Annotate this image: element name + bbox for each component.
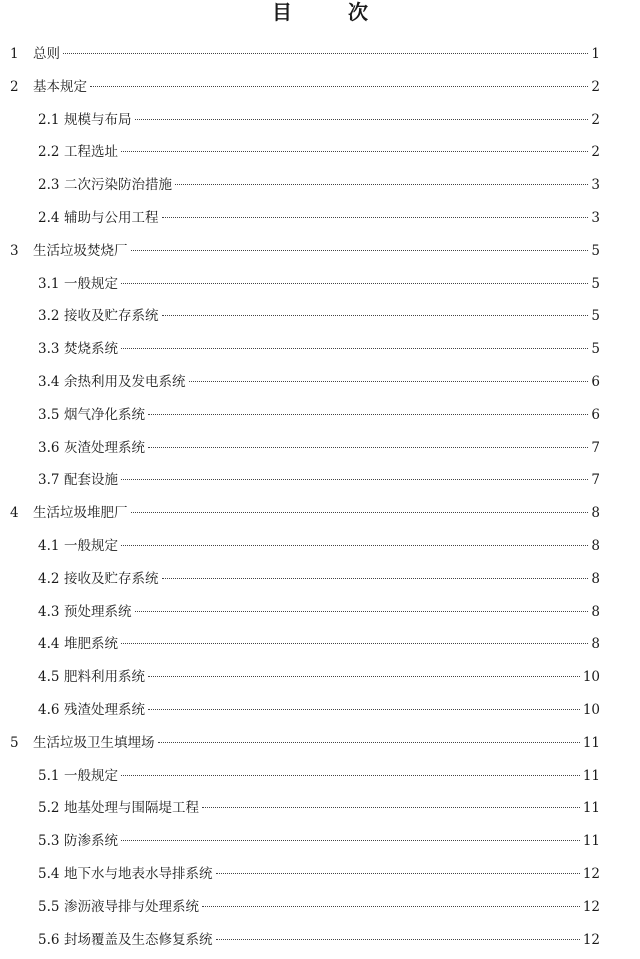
toc-entry-page-number: 3 xyxy=(591,209,600,226)
toc-dot-leader xyxy=(90,86,588,87)
toc-dot-leader xyxy=(135,611,589,612)
toc-entry-3-2[interactable] xyxy=(0,300,640,333)
toc-entry-number: 4.3 xyxy=(38,603,60,620)
toc-entry-number: 5.3 xyxy=(38,833,60,850)
toc-entry-label: 规模与布局 xyxy=(64,111,132,128)
toc-entry-5-5[interactable] xyxy=(0,891,640,924)
toc-dot-leader xyxy=(121,348,588,349)
toc-dot-leader xyxy=(202,807,580,808)
toc-entry-page-number: 12 xyxy=(582,898,600,915)
toc-entry-2-3[interactable] xyxy=(0,169,640,202)
toc-entry-page-number: 12 xyxy=(582,865,600,882)
toc-entry-page-number: 5 xyxy=(591,341,600,358)
toc-entry-label: 生活垃圾堆肥厂 xyxy=(33,505,128,522)
toc-entry-label: 焚烧系统 xyxy=(64,341,118,358)
toc-entry-number: 3.4 xyxy=(38,373,60,390)
toc-entry-2-4[interactable] xyxy=(0,202,640,235)
toc-entry-label: 基本规定 xyxy=(33,78,87,95)
toc-entry-4-2[interactable] xyxy=(0,563,640,596)
toc-dot-leader xyxy=(202,906,580,907)
toc-entry-page-number: 2 xyxy=(591,78,600,95)
toc-entry-number: 5.4 xyxy=(38,865,60,882)
toc-entry-number: 4.5 xyxy=(38,669,60,686)
toc-entry-label: 残渣处理系统 xyxy=(64,701,145,718)
toc-entry-page-number: 6 xyxy=(591,373,600,390)
toc-dot-leader xyxy=(216,939,580,940)
toc-entry-label: 一般规定 xyxy=(64,537,118,554)
toc-entry-page-number: 6 xyxy=(591,406,600,423)
toc-list xyxy=(0,38,640,956)
toc-dot-leader xyxy=(131,250,589,251)
toc-entry-label: 烟气净化系统 xyxy=(64,406,145,423)
toc-entry-page-number: 2 xyxy=(591,111,600,128)
toc-entry-number: 3 xyxy=(10,242,19,259)
toc-entry-page-number: 10 xyxy=(582,669,600,686)
toc-entry-label: 接收及贮存系统 xyxy=(64,308,159,325)
toc-dot-leader xyxy=(121,283,588,284)
toc-entry-4-3[interactable] xyxy=(0,596,640,629)
toc-entry-5-3[interactable] xyxy=(0,825,640,858)
toc-entry-number: 2.1 xyxy=(38,111,60,128)
toc-dot-leader xyxy=(189,381,589,382)
toc-entry-label: 一般规定 xyxy=(64,275,118,292)
toc-entry-2-1[interactable] xyxy=(0,104,640,137)
toc-entry-number: 4.6 xyxy=(38,701,60,718)
toc-entry-3-3[interactable] xyxy=(0,333,640,366)
toc-entry-page-number: 8 xyxy=(591,537,600,554)
toc-entry-page-number: 7 xyxy=(591,472,600,489)
toc-entry-number: 4 xyxy=(10,505,19,522)
toc-entry-label: 配套设施 xyxy=(64,472,118,489)
toc-entry-page-number: 11 xyxy=(582,767,600,784)
toc-entry-5-2[interactable] xyxy=(0,792,640,825)
toc-entry-page-number: 11 xyxy=(582,800,600,817)
toc-dot-leader xyxy=(121,643,588,644)
toc-dot-leader xyxy=(148,414,588,415)
toc-entry-number: 3.2 xyxy=(38,308,60,325)
toc-entry-3-5[interactable] xyxy=(0,399,640,432)
toc-entry-page-number: 8 xyxy=(591,505,600,522)
toc-entry-number: 2.2 xyxy=(38,144,60,161)
toc-entry-page-number: 8 xyxy=(591,636,600,653)
toc-entry-3-1[interactable] xyxy=(0,268,640,301)
toc-entry-number: 5 xyxy=(10,734,19,751)
toc-entry-5-1[interactable] xyxy=(0,760,640,793)
toc-entry-3-7[interactable] xyxy=(0,464,640,497)
toc-entry-label: 堆肥系统 xyxy=(64,636,118,653)
toc-dot-leader xyxy=(162,217,589,218)
toc-entry-label: 接收及贮存系统 xyxy=(64,570,159,587)
toc-entry-page-number: 3 xyxy=(591,177,600,194)
toc-entry-number: 5.1 xyxy=(38,767,60,784)
toc-entry-number: 2.4 xyxy=(38,209,60,226)
toc-entry-number: 3.3 xyxy=(38,341,60,358)
toc-entry-page-number: 10 xyxy=(582,701,600,718)
toc-entry-page-number: 1 xyxy=(591,46,600,62)
toc-entry-number: 4.2 xyxy=(38,570,60,587)
toc-dot-leader xyxy=(131,512,589,513)
toc-entry-2[interactable] xyxy=(0,71,640,104)
toc-entry-4[interactable] xyxy=(0,497,640,530)
toc-dot-leader xyxy=(216,873,580,874)
toc-entry-number: 2.3 xyxy=(38,177,60,194)
toc-entry-page-number: 8 xyxy=(591,603,600,620)
toc-entry-5[interactable] xyxy=(0,727,640,760)
toc-dot-leader xyxy=(148,447,588,448)
toc-entry-1[interactable] xyxy=(0,38,640,71)
toc-entry-4-1[interactable] xyxy=(0,530,640,563)
toc-dot-leader xyxy=(121,840,580,841)
toc-entry-page-number: 2 xyxy=(591,144,600,161)
toc-entry-number: 4.1 xyxy=(38,537,60,554)
toc-entry-number: 3.7 xyxy=(38,472,60,489)
toc-entry-page-number: 8 xyxy=(591,570,600,587)
toc-dot-leader xyxy=(162,578,589,579)
toc-dot-leader xyxy=(121,545,588,546)
toc-entry-3[interactable] xyxy=(0,235,640,268)
toc-entry-label: 地基处理与围隔堤工程 xyxy=(64,800,199,817)
toc-entry-label: 封场覆盖及生态修复系统 xyxy=(64,931,213,948)
toc-dot-leader xyxy=(175,184,588,185)
toc-entry-3-6[interactable] xyxy=(0,432,640,465)
toc-entry-label: 余热利用及发电系统 xyxy=(64,373,186,390)
toc-title: 目 次 xyxy=(272,0,386,24)
toc-entry-number: 5.6 xyxy=(38,931,60,948)
toc-entry-label: 肥料利用系统 xyxy=(64,669,145,686)
toc-entry-label: 预处理系统 xyxy=(64,603,132,620)
toc-entry-number: 2 xyxy=(10,78,19,95)
toc-entry-page-number: 11 xyxy=(582,734,600,751)
toc-entry-label: 渗沥液导排与处理系统 xyxy=(64,898,199,915)
toc-entry-label: 防渗系统 xyxy=(64,833,118,850)
toc-entry-label: 工程选址 xyxy=(64,144,118,161)
toc-entry-2-2[interactable] xyxy=(0,136,640,169)
toc-entry-number: 3.1 xyxy=(38,275,60,292)
toc-entry-label: 辅助与公用工程 xyxy=(64,209,159,226)
toc-entry-label: 总则 xyxy=(33,46,60,62)
toc-entry-label: 地下水与地表水导排系统 xyxy=(64,865,213,882)
toc-entry-number: 3.6 xyxy=(38,439,60,456)
toc-entry-page-number: 7 xyxy=(591,439,600,456)
toc-entry-number: 5.5 xyxy=(38,898,60,915)
toc-dot-leader xyxy=(121,775,580,776)
toc-entry-4-6[interactable] xyxy=(0,694,640,727)
toc-entry-page-number: 12 xyxy=(582,931,600,948)
toc-entry-label: 二次污染防治措施 xyxy=(64,177,172,194)
toc-dot-leader xyxy=(148,709,580,710)
toc-entry-page-number: 5 xyxy=(591,275,600,292)
toc-entry-3-4[interactable] xyxy=(0,366,640,399)
toc-dot-leader xyxy=(63,53,588,54)
toc-entry-number: 5.2 xyxy=(38,800,60,817)
toc-entry-label: 生活垃圾焚烧厂 xyxy=(33,242,128,259)
toc-entry-number: 1 xyxy=(10,46,19,62)
toc-entry-4-5[interactable] xyxy=(0,661,640,694)
toc-entry-number: 4.4 xyxy=(38,636,60,653)
toc-entry-page-number: 11 xyxy=(582,833,600,850)
toc-entry-page-number: 5 xyxy=(591,242,600,259)
toc-entry-number: 3.5 xyxy=(38,406,60,423)
toc-dot-leader xyxy=(162,315,589,316)
toc-entry-5-4[interactable] xyxy=(0,858,640,891)
toc-entry-4-4[interactable] xyxy=(0,628,640,661)
toc-dot-leader xyxy=(121,479,588,480)
toc-entry-label: 生活垃圾卫生填埋场 xyxy=(33,734,155,751)
toc-entry-page-number: 5 xyxy=(591,308,600,325)
toc-dot-leader xyxy=(135,119,589,120)
toc-entry-label: 灰渣处理系统 xyxy=(64,439,145,456)
toc-dot-leader xyxy=(158,742,580,743)
toc-entry-label: 一般规定 xyxy=(64,767,118,784)
toc-entry-5-6[interactable] xyxy=(0,924,640,957)
toc-dot-leader xyxy=(121,151,588,152)
toc-dot-leader xyxy=(148,676,580,677)
